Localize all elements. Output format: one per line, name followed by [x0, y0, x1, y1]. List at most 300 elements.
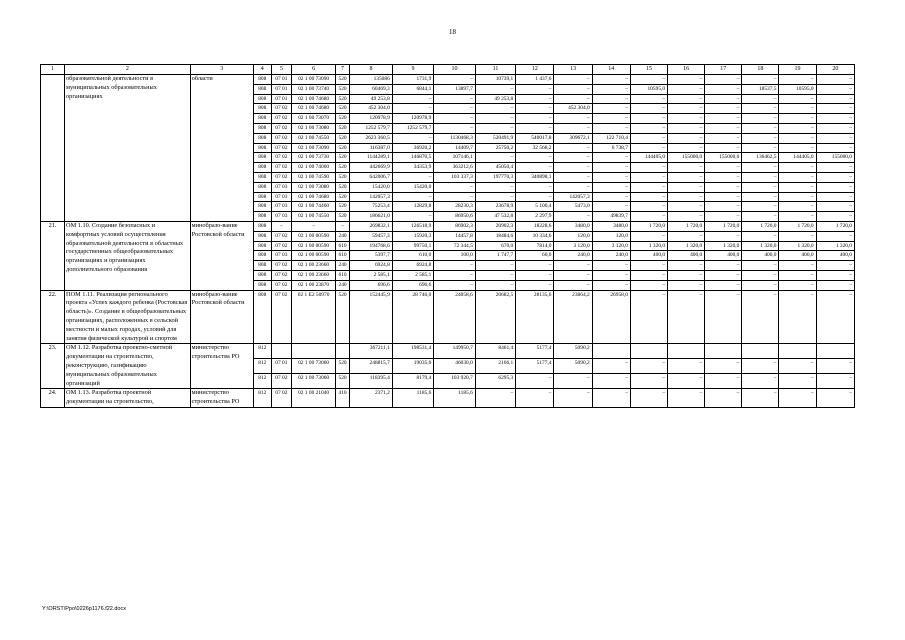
- amount-cell: –: [434, 261, 476, 271]
- amount-cell: –: [392, 94, 434, 104]
- budget-code-cell: 520: [335, 114, 349, 124]
- amount-cell: –: [816, 163, 854, 173]
- amount-cell: –: [779, 133, 816, 143]
- amount-cell: –: [554, 212, 592, 222]
- budget-code-cell: 02 1 00 74550: [292, 133, 336, 143]
- amount-cell: –: [475, 84, 515, 94]
- amount-cell: 19035,0: [392, 359, 434, 374]
- budget-code-cell: 02 1 00 00590: [292, 231, 336, 241]
- budget-code-cell: 520: [335, 182, 349, 192]
- amount-cell: –: [779, 94, 816, 104]
- amount-cell: –: [630, 280, 667, 290]
- budget-code-cell: 520: [335, 94, 349, 104]
- amount-cell: –: [816, 290, 854, 344]
- column-number-header: [41, 65, 855, 75]
- budget-code-cell: 808: [254, 75, 271, 85]
- amount-cell: 1 720,0: [668, 221, 705, 231]
- amount-cell: 28230,3: [434, 202, 476, 212]
- amount-cell: –: [630, 231, 667, 241]
- column-header: 4: [254, 65, 271, 75]
- amount-cell: –: [705, 374, 742, 389]
- amount-cell: 1 320,0: [630, 241, 667, 251]
- amount-cell: –: [392, 133, 434, 143]
- budget-code-cell: 808: [254, 231, 271, 241]
- amount-cell: –: [816, 280, 854, 290]
- amount-cell: –: [779, 270, 816, 280]
- amount-cell: 1 320,0: [816, 241, 854, 251]
- executor-name: области: [190, 75, 253, 222]
- amount-cell: 1731,9: [392, 75, 434, 85]
- budget-code-cell: 610: [335, 270, 349, 280]
- column-header: 16: [668, 65, 705, 75]
- amount-cell: –: [516, 104, 554, 114]
- table-row: [41, 221, 855, 231]
- amount-cell: 18537,5: [742, 84, 779, 94]
- column-header: 11: [475, 65, 515, 75]
- amount-cell: –: [668, 192, 705, 202]
- amount-cell: 10595,0: [630, 84, 667, 94]
- amount-cell: –: [554, 270, 592, 280]
- amount-cell: –: [668, 94, 705, 104]
- budget-code-cell: 520: [335, 359, 349, 374]
- amount-cell: –: [668, 231, 705, 241]
- amount-cell: –: [592, 163, 630, 173]
- executor-name: министерство строительства РО: [190, 344, 253, 389]
- amount-cell: 400,0: [742, 251, 779, 261]
- budget-code-cell: 520: [335, 84, 349, 94]
- amount-cell: 15920,3: [392, 231, 434, 241]
- amount-cell: 340898,1: [516, 172, 554, 182]
- measure-name: ОМ 1.12. Разработка проектно-сметной документации на строительство, реконструкцию, газификацию муниципальных образовательных организаций: [65, 344, 191, 389]
- amount-cell: –: [554, 163, 592, 173]
- amount-cell: –: [630, 359, 667, 374]
- amount-cell: 142057,3: [554, 192, 592, 202]
- amount-cell: 452 304,0: [350, 104, 393, 114]
- budget-code-cell: 07 02: [271, 172, 292, 182]
- amount-cell: 10739,1: [475, 75, 515, 85]
- amount-cell: –: [779, 104, 816, 114]
- column-header: 15: [630, 65, 667, 75]
- amount-cell: 1185,6: [434, 389, 476, 408]
- amount-cell: –: [592, 374, 630, 389]
- budget-code-cell: 808: [254, 221, 271, 231]
- amount-cell: –: [475, 270, 515, 280]
- amount-cell: 1130468,3: [434, 133, 476, 143]
- amount-cell: –: [630, 202, 667, 212]
- amount-cell: –: [434, 182, 476, 192]
- amount-cell: –: [705, 94, 742, 104]
- amount-cell: –: [779, 123, 816, 133]
- column-header: 19: [779, 65, 816, 75]
- amount-cell: 7814,0: [516, 241, 554, 251]
- amount-cell: –: [554, 114, 592, 124]
- amount-cell: –: [742, 261, 779, 271]
- amount-cell: –: [668, 75, 705, 85]
- amount-cell: –: [630, 182, 667, 192]
- amount-cell: –: [392, 212, 434, 222]
- budget-code-cell: 520: [335, 75, 349, 85]
- budget-code-cell: 808: [254, 241, 271, 251]
- amount-cell: –: [816, 133, 854, 143]
- amount-cell: –: [630, 133, 667, 143]
- amount-cell: –: [742, 202, 779, 212]
- table-row: [41, 290, 855, 344]
- amount-cell: 86902,3: [434, 221, 476, 231]
- amount-cell: 24058,6: [434, 290, 476, 344]
- budget-code-cell: 07 02: [271, 163, 292, 173]
- amount-cell: –: [630, 104, 667, 114]
- budget-code-cell: 808: [254, 94, 271, 104]
- amount-cell: 49839,7: [592, 212, 630, 222]
- budget-code-cell: 07 01: [271, 94, 292, 104]
- amount-cell: –: [705, 163, 742, 173]
- column-header: 5: [271, 65, 292, 75]
- amount-cell: –: [742, 182, 779, 192]
- amount-cell: 20902,3: [475, 221, 515, 231]
- budget-code-cell: 07 02: [271, 389, 292, 408]
- amount-cell: –: [668, 261, 705, 271]
- amount-cell: 122 710,4: [592, 133, 630, 143]
- amount-cell: –: [516, 94, 554, 104]
- amount-cell: 14409,7: [434, 143, 476, 153]
- amount-cell: 1 320,0: [705, 241, 742, 251]
- budget-code-cell: 07 02: [271, 153, 292, 163]
- amount-cell: 3 120,0: [592, 241, 630, 251]
- amount-cell: –: [668, 389, 705, 408]
- amount-cell: –: [630, 374, 667, 389]
- amount-cell: –: [668, 290, 705, 344]
- amount-cell: 120,0: [592, 231, 630, 241]
- table-row: [41, 389, 855, 408]
- budget-code-cell: 02 1 00 74680: [292, 104, 336, 114]
- file-path-footer: Y:\ORST\Ppo\0226p1176.f22.docx: [42, 606, 126, 612]
- amount-cell: –: [392, 104, 434, 114]
- budget-code-cell: 02 1 00 00590: [292, 251, 336, 261]
- amount-cell: 47 532,8: [475, 212, 515, 222]
- amount-cell: 23678,9: [475, 202, 515, 212]
- amount-cell: 400,0: [705, 251, 742, 261]
- budget-code-cell: 520: [335, 163, 349, 173]
- amount-cell: –: [705, 212, 742, 222]
- amount-cell: –: [779, 172, 816, 182]
- amount-cell: 12829,8: [392, 202, 434, 212]
- amount-cell: 155000,0: [668, 153, 705, 163]
- amount-cell: 197770,3: [475, 172, 515, 182]
- budget-code-cell: 02 1 00 74680: [292, 94, 336, 104]
- amount-cell: [816, 344, 854, 359]
- amount-cell: –: [668, 84, 705, 94]
- amount-cell: 5177,4: [516, 359, 554, 374]
- budget-code-cell: 07 01: [271, 84, 292, 94]
- amount-cell: 642006,7: [350, 172, 393, 182]
- budget-code-cell: 808: [254, 182, 271, 192]
- amount-cell: –: [630, 94, 667, 104]
- amount-cell: –: [554, 389, 592, 408]
- budget-code-cell: [271, 344, 292, 359]
- column-header: 3: [190, 65, 253, 75]
- amount-cell: 2 585,1: [350, 270, 393, 280]
- amount-cell: 28135,6: [516, 290, 554, 344]
- amount-cell: –: [668, 212, 705, 222]
- amount-cell: –: [705, 182, 742, 192]
- amount-cell: –: [705, 114, 742, 124]
- amount-cell: 1 320,0: [742, 241, 779, 251]
- measure-name: ОМ 1.13. Разработка проектной документации на строительство,: [65, 389, 191, 408]
- budget-code-cell: 520: [335, 290, 349, 344]
- amount-cell: –: [779, 389, 816, 408]
- amount-cell: 5397,7: [350, 251, 393, 261]
- budget-code-cell: 240: [335, 280, 349, 290]
- amount-cell: –: [516, 280, 554, 290]
- amount-cell: 6924,8: [392, 261, 434, 271]
- amount-cell: 5473,0: [554, 202, 592, 212]
- budget-code-cell: 808: [254, 143, 271, 153]
- amount-cell: –: [592, 75, 630, 85]
- budget-code-cell: 07 03: [271, 251, 292, 261]
- budget-code-cell: 02 1 00 74590: [292, 172, 336, 182]
- amount-cell: 49 253,8: [475, 94, 515, 104]
- amount-cell: –: [516, 192, 554, 202]
- amount-cell: –: [705, 84, 742, 94]
- amount-cell: –: [668, 143, 705, 153]
- budget-code-cell: 02 1 00 74550: [292, 212, 336, 222]
- amount-cell: 136462,5: [742, 153, 779, 163]
- amount-cell: –: [705, 192, 742, 202]
- amount-cell: –: [705, 104, 742, 114]
- amount-cell: 5090,2: [554, 344, 592, 359]
- amount-cell: 240,0: [554, 251, 592, 261]
- amount-cell: 2371,2: [350, 389, 393, 408]
- amount-cell: –: [630, 270, 667, 280]
- amount-cell: –: [554, 84, 592, 94]
- budget-code-cell: 02 1 00 73070: [292, 114, 336, 124]
- budget-code-cell: 02 1 00 00590: [292, 241, 336, 251]
- budget-code-cell: 808: [254, 114, 271, 124]
- amount-cell: 116387,0: [350, 143, 393, 153]
- amount-cell: 1 720,0: [742, 221, 779, 231]
- amount-cell: –: [779, 374, 816, 389]
- amount-cell: 198531,4: [392, 344, 434, 359]
- amount-cell: –: [779, 359, 816, 374]
- amount-cell: –: [630, 123, 667, 133]
- amount-cell: –: [742, 143, 779, 153]
- column-header: 7: [335, 65, 349, 75]
- amount-cell: [705, 344, 742, 359]
- amount-cell: –: [668, 163, 705, 173]
- amount-cell: –: [705, 133, 742, 143]
- budget-code-cell: [335, 344, 349, 359]
- amount-cell: –: [742, 280, 779, 290]
- amount-cell: –: [592, 280, 630, 290]
- amount-cell: –: [816, 261, 854, 271]
- amount-cell: –: [392, 192, 434, 202]
- amount-cell: –: [592, 94, 630, 104]
- budget-code-cell: 02 1 00 73060: [292, 359, 336, 374]
- amount-cell: 144405,0: [779, 153, 816, 163]
- budget-code-cell: 07 02: [271, 231, 292, 241]
- amount-cell: 2 585,1: [392, 270, 434, 280]
- amount-cell: 309672,1: [554, 133, 592, 143]
- budget-code-cell: 07 03: [271, 212, 292, 222]
- amount-cell: –: [592, 104, 630, 114]
- budget-code-cell: 520: [335, 153, 349, 163]
- amount-cell: –: [742, 374, 779, 389]
- budget-code-cell: 808: [254, 123, 271, 133]
- budget-code-cell: 02 1 Е2 50970: [292, 290, 336, 344]
- budget-code-cell: 07 02: [271, 133, 292, 143]
- amount-cell: –: [630, 192, 667, 202]
- budget-code-cell: 07 03: [271, 192, 292, 202]
- amount-cell: 8461,4: [475, 344, 515, 359]
- column-header: 14: [592, 65, 630, 75]
- amount-cell: –: [434, 123, 476, 133]
- amount-cell: –: [516, 261, 554, 271]
- budget-code-cell: 07 02: [271, 104, 292, 114]
- amount-cell: –: [554, 75, 592, 85]
- budget-code-cell: 02 1 00 73090: [292, 143, 336, 153]
- amount-cell: –: [668, 202, 705, 212]
- budget-code-cell: 02 1 00 74680: [292, 192, 336, 202]
- amount-cell: [630, 344, 667, 359]
- amount-cell: 1 320,0: [668, 241, 705, 251]
- amount-cell: [742, 344, 779, 359]
- amount-cell: 5090,2: [554, 359, 592, 374]
- amount-cell: –: [705, 261, 742, 271]
- amount-cell: 25750,2: [475, 143, 515, 153]
- budget-code-cell: 808: [254, 261, 271, 271]
- amount-cell: –: [592, 153, 630, 163]
- amount-cell: –: [475, 261, 515, 271]
- amount-cell: –: [779, 290, 816, 344]
- amount-cell: [668, 344, 705, 359]
- amount-cell: 1 320,0: [779, 241, 816, 251]
- amount-cell: –: [668, 182, 705, 192]
- amount-cell: 126518,9: [392, 221, 434, 231]
- amount-cell: 100,0: [434, 251, 476, 261]
- amount-cell: –: [475, 389, 515, 408]
- amount-cell: –: [475, 280, 515, 290]
- budget-code-cell: 07 01: [271, 75, 292, 85]
- amount-cell: –: [475, 123, 515, 133]
- budget-code-cell: 02 1 00 73080: [292, 123, 336, 133]
- amount-cell: –: [592, 172, 630, 182]
- amount-cell: 3 120,0: [554, 241, 592, 251]
- budget-code-cell: 07 02: [271, 123, 292, 133]
- budget-code-cell: 520: [335, 133, 349, 143]
- amount-cell: –: [779, 261, 816, 271]
- budget-code-cell: 07 03: [271, 202, 292, 212]
- column-header: 10: [434, 65, 476, 75]
- amount-cell: 10 334,6: [516, 231, 554, 241]
- amount-cell: 13897,7: [434, 84, 476, 94]
- amount-cell: –: [705, 231, 742, 241]
- budget-code-cell: 520: [335, 374, 349, 389]
- amount-cell: –: [592, 202, 630, 212]
- amount-cell: –: [434, 114, 476, 124]
- amount-cell: –: [742, 192, 779, 202]
- table-row: [41, 344, 855, 359]
- amount-cell: –: [816, 94, 854, 104]
- amount-cell: –: [630, 212, 667, 222]
- amount-cell: 120978,9: [350, 114, 393, 124]
- budget-code-cell: 808: [254, 104, 271, 114]
- budget-code-cell: 02 1 00 73090: [292, 75, 336, 85]
- amount-cell: –: [554, 143, 592, 153]
- amount-cell: –: [516, 389, 554, 408]
- amount-cell: –: [816, 84, 854, 94]
- budget-code-cell: 808: [254, 290, 271, 344]
- amount-cell: –: [475, 114, 515, 124]
- amount-cell: 20682,5: [475, 290, 515, 344]
- budget-code-cell: 808: [254, 192, 271, 202]
- amount-cell: 367211,1: [350, 344, 393, 359]
- amount-cell: –: [516, 153, 554, 163]
- amount-cell: 610,0: [392, 251, 434, 261]
- amount-cell: 1252 579,7: [350, 123, 393, 133]
- budget-code-cell: [292, 344, 336, 359]
- amount-cell: –: [705, 123, 742, 133]
- budget-code-cell: 520: [335, 202, 349, 212]
- page-number: 18: [449, 28, 456, 36]
- amount-cell: –: [554, 374, 592, 389]
- budget-code-cell: 808: [254, 202, 271, 212]
- amount-cell: –: [554, 123, 592, 133]
- amount-cell: –: [816, 75, 854, 85]
- table-row: [41, 75, 855, 85]
- amount-cell: 6924,8: [350, 261, 393, 271]
- amount-cell: –: [668, 270, 705, 280]
- amount-cell: –: [434, 270, 476, 280]
- row-number: 23.: [41, 344, 65, 389]
- amount-cell: 2623 360,5: [350, 133, 393, 143]
- amount-cell: –: [742, 212, 779, 222]
- amount-cell: 120978,9: [392, 114, 434, 124]
- row-number: 21.: [41, 221, 65, 290]
- amount-cell: –: [434, 75, 476, 85]
- amount-cell: 60469,3: [350, 84, 393, 94]
- amount-cell: 18228,6: [516, 221, 554, 231]
- amount-cell: –: [779, 212, 816, 222]
- amount-cell: [592, 344, 630, 359]
- amount-cell: –: [816, 374, 854, 389]
- amount-cell: –: [434, 104, 476, 114]
- budget-code-cell: 240: [335, 231, 349, 241]
- amount-cell: 6 738,7: [592, 143, 630, 153]
- amount-cell: 1 720,0: [630, 221, 667, 231]
- budget-code-cell: 02 1 00 73730: [292, 153, 336, 163]
- amount-cell: 155000,0: [705, 153, 742, 163]
- amount-cell: –: [516, 182, 554, 192]
- amount-cell: 142057,3: [350, 192, 393, 202]
- amount-cell: 118395,4: [350, 374, 393, 389]
- amount-cell: –: [516, 270, 554, 280]
- amount-cell: 135086: [350, 75, 393, 85]
- amount-cell: 152445,9: [350, 290, 393, 344]
- amount-cell: –: [742, 163, 779, 173]
- amount-cell: 540017,8: [516, 133, 554, 143]
- amount-cell: –: [779, 202, 816, 212]
- amount-cell: –: [705, 143, 742, 153]
- amount-cell: –: [592, 389, 630, 408]
- amount-cell: 1185,6: [392, 389, 434, 408]
- amount-cell: –: [742, 172, 779, 182]
- budget-code-cell: 808: [254, 153, 271, 163]
- amount-cell: 3480,0: [554, 221, 592, 231]
- amount-cell: 144405,0: [630, 153, 667, 163]
- amount-cell: 670,0: [475, 241, 515, 251]
- amount-cell: 149950,7: [434, 344, 476, 359]
- budget-code-cell: 02 1 00 73060: [292, 374, 336, 389]
